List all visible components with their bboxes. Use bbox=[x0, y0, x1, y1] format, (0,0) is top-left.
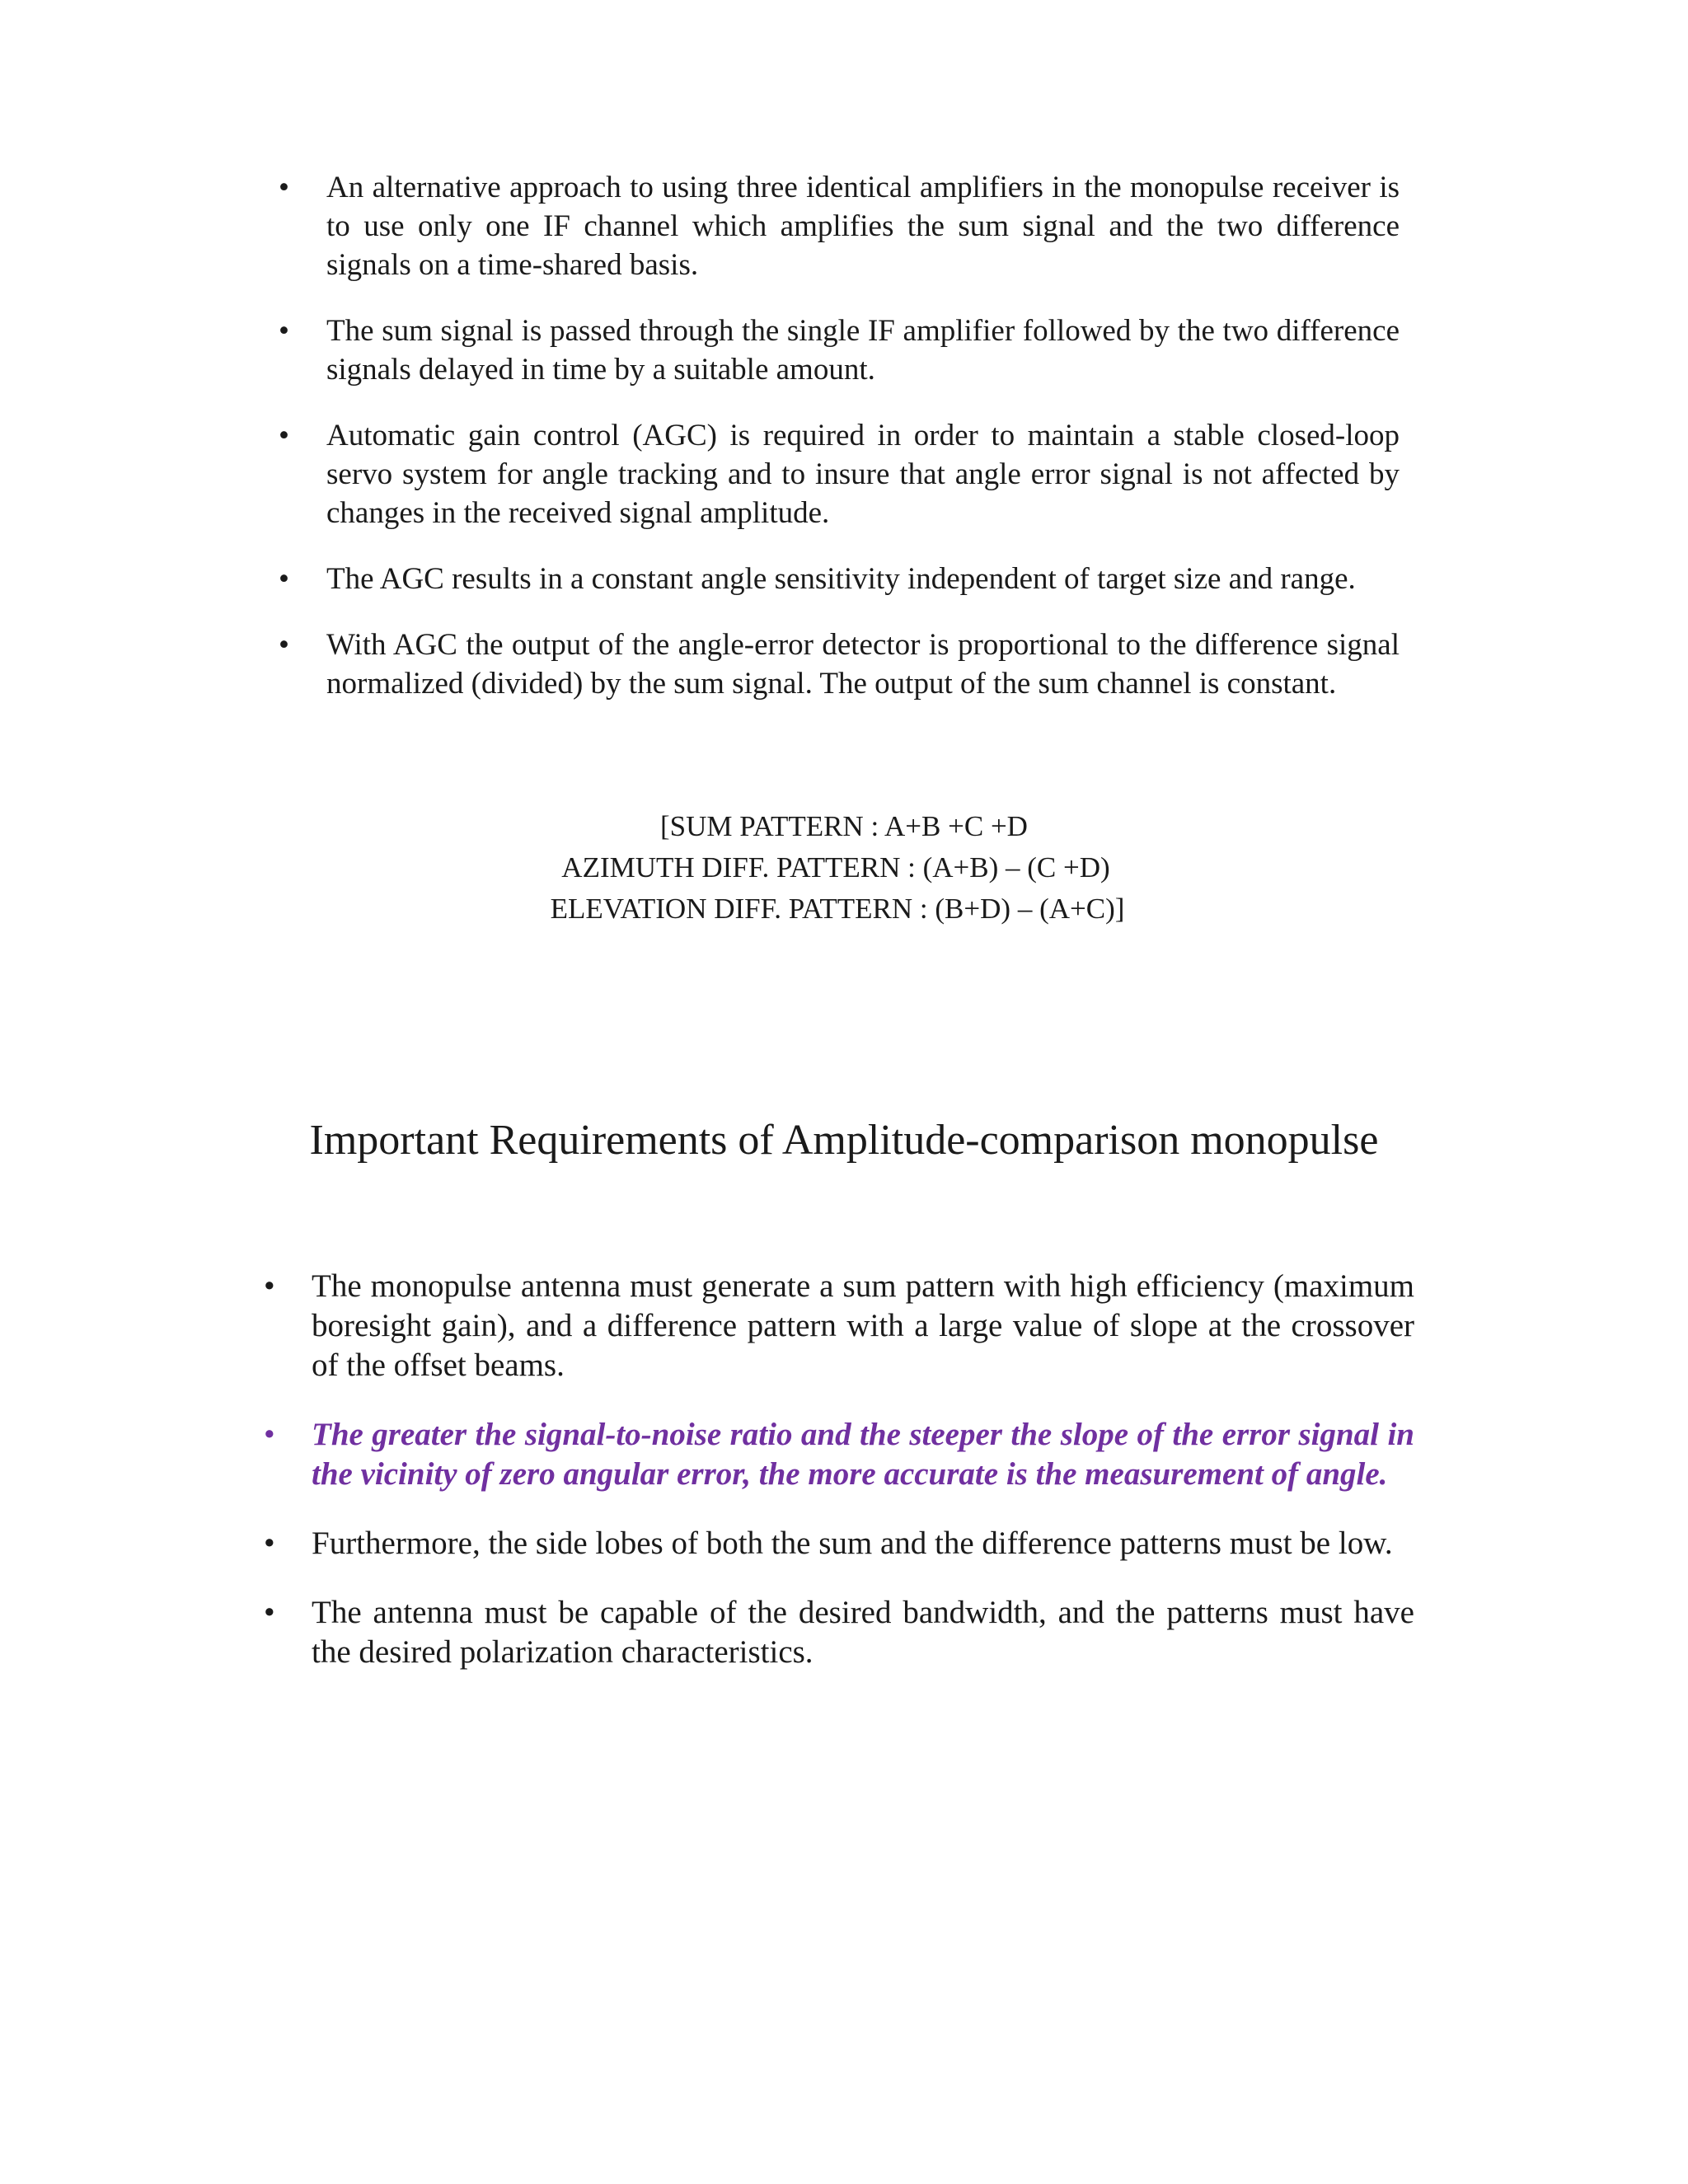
azimuth-diff-pattern-formula: AZIMUTH DIFF. PATTERN : (A+B) – (C +D) bbox=[561, 851, 1110, 883]
list-item-text: An alternative approach to using three identical amplifiers in the monopulse receiver is to use only one IF channel which amplifies the sum signal and the two difference signals on a time-shared basis. bbox=[326, 171, 1400, 282]
bullet-icon: • bbox=[279, 628, 289, 662]
list-item-text: The antenna must be capable of the desired bandwidth, and the patterns must have the desired polarization characteristics. bbox=[312, 1595, 1414, 1670]
bullet-icon: • bbox=[279, 171, 289, 204]
section-heading: Important Requirements of Amplitude-comparison monopulse bbox=[309, 1117, 1379, 1164]
elevation-diff-pattern-formula: ELEVATION DIFF. PATTERN : (B+D) – (A+C)] bbox=[550, 893, 1125, 925]
list-item-text: Furthermore, the side lobes of both the sum and the difference patterns must be low. bbox=[312, 1526, 1393, 1561]
list-item bbox=[264, 1593, 1414, 1672]
list-item bbox=[279, 626, 1400, 703]
sum-pattern-formula: [SUM PATTERN : A+B +C +D bbox=[660, 810, 1028, 842]
list-item bbox=[279, 168, 1400, 284]
list-item-emphasized bbox=[264, 1415, 1414, 1494]
list-item-text: The sum signal is passed through the single IF amplifier followed by the two difference signals delayed in time by a suitable amount. bbox=[326, 314, 1400, 387]
list-item bbox=[264, 1267, 1414, 1385]
pattern-formulas bbox=[0, 806, 1688, 930]
bullet-icon: • bbox=[264, 1417, 275, 1452]
bullet-icon: • bbox=[279, 562, 289, 596]
bullet-list-requirements bbox=[264, 1267, 1414, 1702]
list-item bbox=[279, 416, 1400, 532]
list-item-text: The greater the signal-to-noise ratio and the steeper the slope of the error signal in the vicinity of zero angular error, the more accurate is the measurement of angle. bbox=[312, 1417, 1414, 1492]
bullet-icon: • bbox=[264, 1268, 275, 1304]
bullet-icon: • bbox=[279, 419, 289, 452]
list-item-text: The AGC results in a constant angle sensitivity independent of target size and range. bbox=[326, 562, 1356, 596]
list-item-text: The monopulse antenna must generate a sum pattern with high efficiency (maximum boresight gain), and a difference pattern with a large value of slope at the crossover of the offset beams. bbox=[312, 1268, 1414, 1383]
bullet-icon: • bbox=[279, 314, 289, 348]
list-item bbox=[279, 560, 1400, 598]
list-item-text: Automatic gain control (AGC) is required in order to maintain a stable closed-loop servo system for angle tracking and to insure that angle error signal is not affected by changes in the received signal amplitude. bbox=[326, 419, 1400, 530]
bullet-list-monopulse-receiver bbox=[279, 168, 1400, 730]
bullet-icon: • bbox=[264, 1595, 275, 1630]
list-item bbox=[264, 1524, 1414, 1563]
list-item-text: With AGC the output of the angle-error detector is proportional to the difference signal normalized (divided) by the sum signal. The output of the sum channel is constant. bbox=[326, 628, 1400, 701]
list-item bbox=[279, 312, 1400, 389]
bullet-icon: • bbox=[264, 1526, 275, 1561]
